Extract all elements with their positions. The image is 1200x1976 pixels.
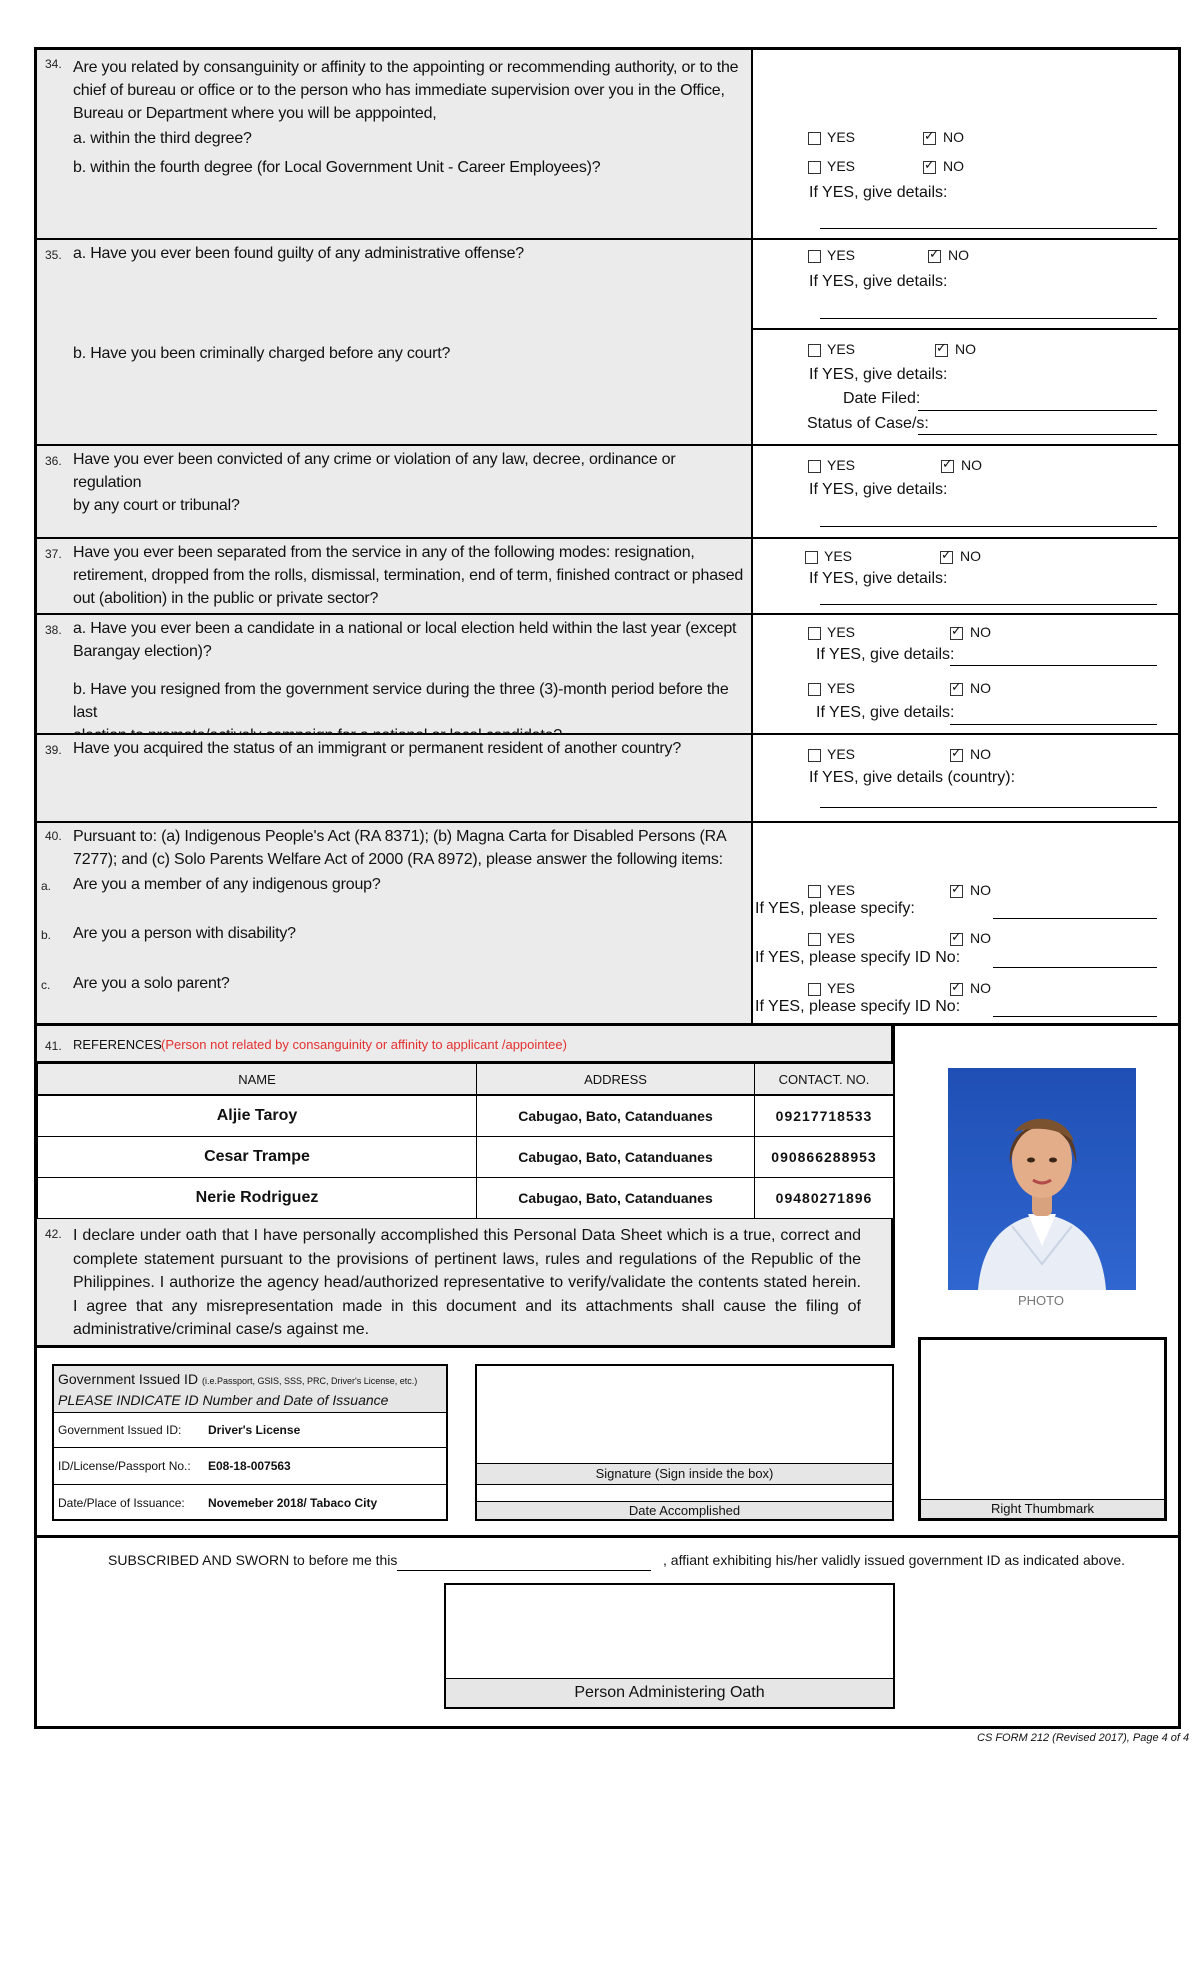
q34a-no-checkbox[interactable]	[923, 132, 936, 145]
question-37-row	[37, 539, 1178, 615]
answer-36-cell	[753, 446, 1178, 537]
no-label: NO	[943, 158, 964, 174]
thumbmark-label: Right Thumbmark	[921, 1499, 1164, 1518]
q34b-no-checkbox[interactable]	[923, 161, 936, 174]
answer-40-cell	[753, 823, 1178, 1023]
question-34-text: Are you related by consanguinity or affinity to the appointing or recommending authority, or to the chief of bureau or office or to the person who has immediate supervision over you in the Office, Bureau or Department where you will be apppointed,	[73, 59, 739, 122]
sworn-date-line[interactable]	[397, 1570, 651, 1571]
question-40-text: Pursuant to: (a) Indigenous People's Act (RA 8371); (b) Magna Carta for Disabled Persons (RA 7277); and (c) Solo Parents Welfare Act of 2000 (RA 8972), please answer the following items:	[73, 828, 727, 868]
government-id-instruction: PLEASE INDICATE ID Number and Date of Issuance	[58, 1392, 389, 1408]
id-date-value[interactable]: Novemeber 2018/ Tabaco City	[208, 1496, 378, 1510]
references-title-bar	[37, 1026, 893, 1063]
question-36-cell	[37, 446, 753, 537]
item-letter: a.	[41, 879, 52, 893]
section-divider	[37, 1535, 1178, 1538]
q35a-yes-checkbox[interactable]	[808, 250, 821, 263]
specify-label: If YES, please specify:	[755, 900, 915, 917]
q40c-yes-checkbox[interactable]	[808, 983, 821, 996]
question-40a: Are you a member of any indigenous group?	[73, 876, 381, 893]
oath-label: Person Administering Oath	[446, 1678, 893, 1707]
yes-label: YES	[827, 247, 856, 263]
status-label: Status of Case/s:	[807, 415, 929, 432]
no-label: NO	[970, 882, 991, 898]
question-35-cell	[37, 240, 753, 444]
question-36-row	[37, 446, 1178, 539]
specify-line[interactable]	[993, 1016, 1157, 1017]
oath-box[interactable]	[444, 1583, 895, 1709]
answer-34-cell	[753, 50, 1178, 238]
answer-38-cell	[753, 615, 1178, 733]
no-label: NO	[960, 548, 981, 564]
reference-name-cell[interactable]: Aljie Taroy	[37, 1095, 477, 1137]
question-36-text: Have you ever been convicted of any crime or violation of any law, decree, ordinance or regulation by any court or tribunal?	[73, 451, 676, 514]
no-label: NO	[970, 930, 991, 946]
no-label: NO	[955, 341, 976, 357]
details-line[interactable]	[820, 228, 1157, 229]
question-37-cell	[37, 539, 753, 613]
id-type-row: Government Issued ID: Driver's License	[54, 1413, 446, 1448]
q34b-yes-checkbox[interactable]	[808, 161, 821, 174]
q38a-no-checkbox[interactable]	[950, 627, 963, 640]
question-38-cell	[37, 615, 753, 733]
date-filed-label: Date Filed:	[843, 390, 921, 407]
q40a-no-checkbox[interactable]	[950, 885, 963, 898]
yes-label: YES	[827, 457, 856, 473]
yes-label: YES	[827, 680, 856, 696]
id-number-row: ID/License/Passport No.: E08-18-007563	[54, 1448, 446, 1485]
date-accomplished-label: Date Accomplished	[477, 1501, 892, 1519]
reference-address-cell[interactable]: Cabugao, Bato, Catanduanes	[476, 1136, 755, 1178]
sworn-statement-start: SUBSCRIBED AND SWORN to before me this	[108, 1552, 398, 1568]
q40a-yes-checkbox[interactable]	[808, 885, 821, 898]
details-line[interactable]	[950, 724, 1157, 725]
portrait-image	[948, 1068, 1136, 1290]
details-label: If YES, give details:	[809, 481, 948, 498]
item-letter: c.	[41, 978, 51, 992]
question-number: 36.	[45, 454, 62, 468]
no-label: NO	[970, 680, 991, 696]
question-34a: a. within the third degree?	[73, 130, 252, 147]
question-38b: b. Have you resigned from the government service during the three (3)-month period before the last	[73, 681, 729, 721]
question-38-row	[37, 615, 1178, 735]
no-label: NO	[948, 247, 969, 263]
details-line[interactable]	[820, 604, 1157, 605]
reference-contact-cell[interactable]: 090866288953	[754, 1136, 894, 1178]
question-number: 38.	[45, 623, 62, 637]
reference-contact-cell[interactable]: 09217718533	[754, 1095, 894, 1137]
question-34-row	[37, 50, 1178, 240]
specify-label: If YES, please specify ID No:	[755, 998, 961, 1015]
answer-divider	[753, 328, 1178, 330]
q36-no-checkbox[interactable]	[941, 460, 954, 473]
no-label: NO	[961, 457, 982, 473]
details-line[interactable]	[950, 665, 1157, 666]
question-number: 35.	[45, 248, 62, 262]
q38a-yes-checkbox[interactable]	[808, 627, 821, 640]
details-label: If YES, give details:	[809, 273, 948, 290]
answer-35-cell	[753, 240, 1178, 444]
signature-box[interactable]	[475, 1364, 894, 1521]
government-id-box	[52, 1364, 448, 1521]
photo-label: PHOTO	[1018, 1293, 1064, 1308]
no-label: NO	[970, 980, 991, 996]
details-label: If YES, give details:	[809, 570, 948, 587]
question-35-row	[37, 240, 1178, 446]
details-label: If YES, give details:	[816, 646, 955, 663]
details-line[interactable]	[820, 526, 1157, 527]
no-label: NO	[943, 129, 964, 145]
yes-label: YES	[827, 624, 856, 640]
question-35a: a. Have you ever been found guilty of any administrative offense?	[73, 245, 524, 262]
q37-yes-checkbox[interactable]	[805, 551, 818, 564]
signature-label: Signature (Sign inside the box)	[477, 1463, 892, 1484]
question-39-text: Have you acquired the status of an immigrant or permanent resident of another country?	[73, 740, 682, 757]
details-label: If YES, give details:	[816, 704, 955, 721]
reference-name-cell[interactable]: Nerie Rodriguez	[37, 1177, 477, 1219]
q39-no-checkbox[interactable]	[950, 749, 963, 762]
date-filed-line[interactable]	[918, 410, 1157, 411]
reference-address-cell[interactable]: Cabugao, Bato, Catanduanes	[476, 1177, 755, 1219]
question-number: 34.	[45, 57, 62, 71]
q36-yes-checkbox[interactable]	[808, 460, 821, 473]
question-40b: Are you a person with disability?	[73, 925, 296, 942]
contact-header: CONTACT. NO.	[754, 1063, 894, 1095]
q40b-no-checkbox[interactable]	[950, 933, 963, 946]
id-number-value[interactable]: E08-18-007563	[208, 1459, 291, 1473]
question-40c: Are you a solo parent?	[73, 975, 230, 992]
question-number: 37.	[45, 547, 62, 561]
specify-line[interactable]	[993, 918, 1157, 919]
yes-label: YES	[827, 341, 856, 357]
yes-label: YES	[827, 930, 856, 946]
question-34-cell	[37, 50, 753, 238]
question-35b: b. Have you been criminally charged before any court?	[73, 345, 451, 362]
q34a-yes-checkbox[interactable]	[808, 132, 821, 145]
yes-label: YES	[827, 882, 856, 898]
q35b-yes-checkbox[interactable]	[808, 344, 821, 357]
no-label: NO	[970, 624, 991, 640]
yes-label: YES	[827, 746, 856, 762]
date-accomplished-field[interactable]	[477, 1484, 892, 1501]
yes-label: YES	[827, 129, 856, 145]
details-label: If YES, give details (country):	[809, 769, 1016, 786]
details-label: If YES, give details:	[809, 366, 948, 383]
yes-label: YES	[827, 158, 856, 174]
thumbmark-box[interactable]	[918, 1337, 1167, 1521]
q35a-no-checkbox[interactable]	[928, 250, 941, 263]
details-label: If YES, give details:	[809, 184, 948, 201]
declaration-text: I declare under oath that I have personally accomplished this Personal Data Sheet which is a true, correct and complete statement pursuant to the provisions of pertinent laws, rules and regulations of the Republic of the Philippines. I authorize the agency head/authorized representative to verify/validate the contents stated herein. I agree that any misrepresentation made in this document and its attachments shall cause the filing of administrative/criminal case/s against me.	[73, 1227, 861, 1338]
declaration-cell	[37, 1219, 893, 1348]
q40c-no-checkbox[interactable]	[950, 983, 963, 996]
q35b-no-checkbox[interactable]	[935, 344, 948, 357]
specify-line[interactable]	[993, 967, 1157, 968]
government-id-title: Government Issued ID (i.e.Passport, GSIS, SSS, PRC, Driver's License, etc.)	[58, 1371, 418, 1387]
references-title: REFERENCES	[73, 1037, 162, 1052]
question-number: 40.	[45, 829, 62, 843]
applicant-photo	[948, 1068, 1136, 1290]
form-footer: CS FORM 212 (Revised 2017), Page 4 of 4	[977, 1732, 1190, 1744]
q37-no-checkbox[interactable]	[940, 551, 953, 564]
q39-yes-checkbox[interactable]	[808, 749, 821, 762]
column-divider	[893, 1026, 895, 1348]
reference-contact-cell[interactable]: 09480271896	[754, 1177, 894, 1219]
q40b-yes-checkbox[interactable]	[808, 933, 821, 946]
question-37-text: Have you ever been separated from the service in any of the following modes: resignation, retirement, dropped from the rolls, dismissal, termination, end of term, finished contract or phased out (abolition) in the public or private sector?	[73, 544, 744, 607]
address-header: ADDRESS	[476, 1063, 755, 1095]
question-number: 39.	[45, 743, 62, 757]
government-id-header	[54, 1366, 446, 1413]
question-40-cell	[37, 823, 753, 1023]
specify-label: If YES, please specify ID No:	[755, 949, 961, 966]
question-34b: b. within the fourth degree (for Local Government Unit - Career Employees)?	[73, 159, 601, 176]
id-date-row: Date/Place of Issuance: Novemeber 2018/ Tabaco City	[58, 1496, 378, 1510]
question-38a: a. Have you ever been a candidate in a national or local election held within the last year (except Barangay election)?	[73, 620, 737, 660]
answer-39-cell	[753, 735, 1178, 821]
question-39-row	[37, 735, 1178, 823]
details-line[interactable]	[820, 807, 1157, 808]
details-line[interactable]	[820, 318, 1157, 319]
sworn-statement-end: , affiant exhibiting his/her validly issued government ID as indicated above.	[663, 1552, 1126, 1568]
reference-name-cell[interactable]: Cesar Trampe	[37, 1136, 477, 1178]
references-note: (Person not related by consanguinity or affinity to applicant /appointee)	[161, 1037, 567, 1052]
name-header: NAME	[37, 1063, 477, 1095]
item-letter: b.	[41, 928, 52, 942]
question-39-cell	[37, 735, 753, 821]
yes-label: YES	[827, 980, 856, 996]
question-number: 41.	[45, 1039, 62, 1053]
answer-37-cell	[753, 539, 1178, 613]
no-label: NO	[970, 746, 991, 762]
q38b-yes-checkbox[interactable]	[808, 683, 821, 696]
status-line[interactable]	[918, 434, 1157, 435]
question-number: 42.	[45, 1227, 62, 1241]
reference-address-cell[interactable]: Cabugao, Bato, Catanduanes	[476, 1095, 755, 1137]
yes-label: YES	[824, 548, 853, 564]
question-40-row	[37, 823, 1178, 1026]
id-type-value[interactable]: Driver's License	[208, 1423, 301, 1437]
q38b-no-checkbox[interactable]	[950, 683, 963, 696]
